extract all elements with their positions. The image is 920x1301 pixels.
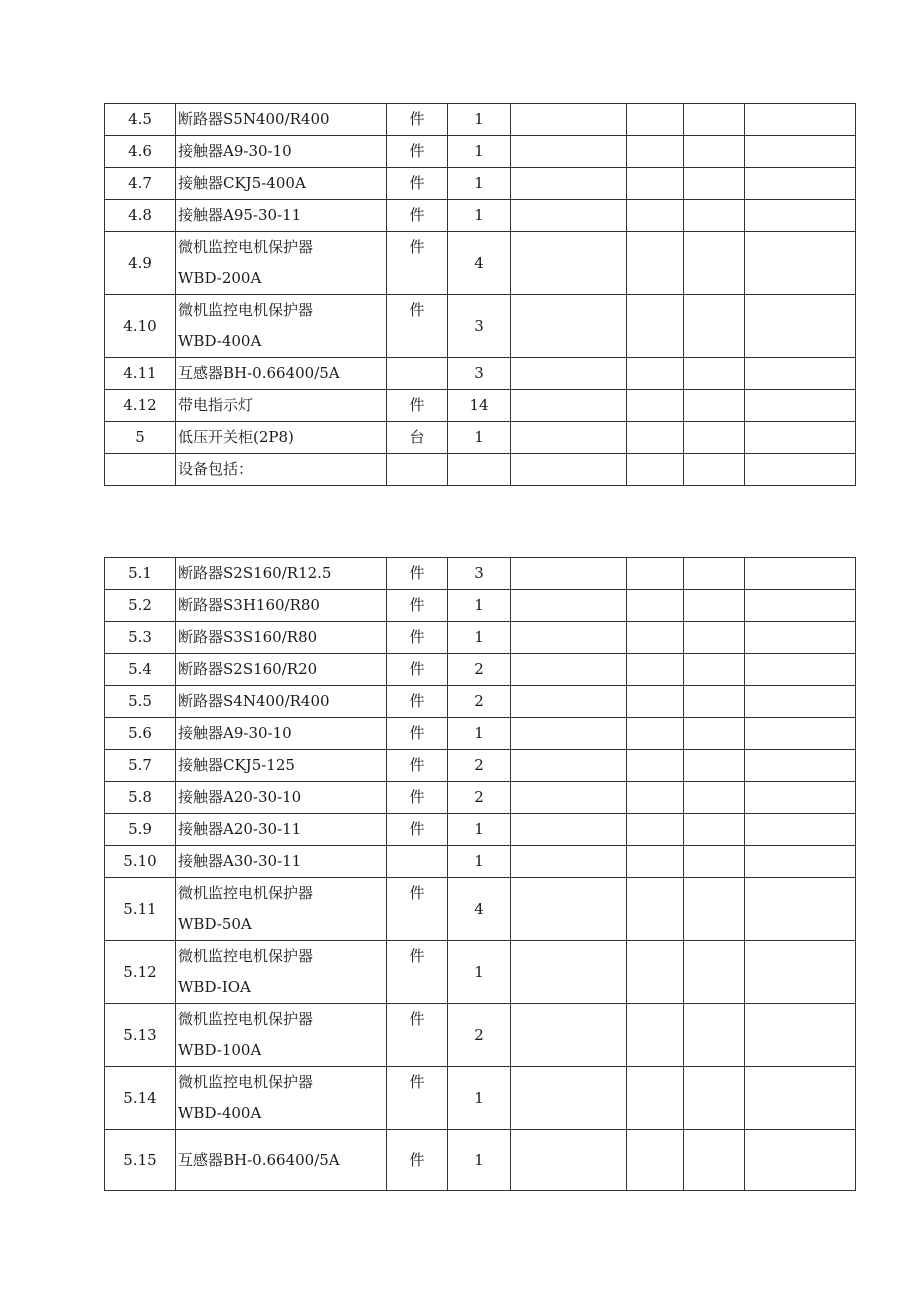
empty-cell (745, 622, 856, 654)
item-name-cell (176, 136, 387, 168)
table-1-body (105, 104, 856, 486)
empty-cell (627, 1067, 684, 1130)
empty-cell (684, 454, 745, 486)
empty-cell (684, 846, 745, 878)
item-name-line: 互感器BH-0.66400/5A (178, 1150, 340, 1169)
unit-cell: 件 (387, 622, 448, 654)
empty-cell (684, 200, 745, 232)
empty-cell (627, 878, 684, 941)
empty-cell (684, 718, 745, 750)
empty-cell (684, 1067, 745, 1130)
quantity-cell: 1 (448, 422, 511, 454)
quantity-cell: 1 (448, 814, 511, 846)
empty-cell (627, 390, 684, 422)
quantity-cell: 2 (448, 782, 511, 814)
item-number-cell: 4.5 (105, 104, 176, 136)
empty-cell (627, 232, 684, 295)
empty-cell (684, 558, 745, 590)
empty-cell (511, 1004, 627, 1067)
table-row (105, 558, 856, 590)
item-name-line: 断路器S4N400/R400 (178, 692, 330, 710)
empty-cell (511, 168, 627, 200)
empty-cell (511, 686, 627, 718)
table-row (105, 1004, 856, 1067)
item-name-cell (176, 358, 387, 390)
empty-cell (627, 941, 684, 1004)
item-number-cell (105, 454, 176, 486)
empty-cell (627, 622, 684, 654)
table-row (105, 295, 856, 358)
empty-cell (511, 295, 627, 358)
item-name-cell (176, 454, 387, 486)
unit-cell: 台 (387, 422, 448, 454)
empty-cell (511, 232, 627, 295)
item-number-cell: 4.7 (105, 168, 176, 200)
quantity-cell: 1 (448, 941, 511, 1004)
empty-cell (684, 390, 745, 422)
empty-cell (684, 295, 745, 358)
unit-cell: 件 (387, 686, 448, 718)
empty-cell (627, 136, 684, 168)
item-number-cell: 5.14 (105, 1067, 176, 1130)
unit-cell: 件 (387, 104, 448, 136)
table-row (105, 782, 856, 814)
unit-cell: 件 (387, 390, 448, 422)
empty-cell (627, 846, 684, 878)
unit-cell: 件 (387, 718, 448, 750)
empty-cell (511, 590, 627, 622)
item-name-cell (176, 390, 387, 422)
table-row (105, 654, 856, 686)
empty-cell (745, 590, 856, 622)
empty-cell (745, 941, 856, 1004)
unit-cell: 件 (387, 200, 448, 232)
empty-cell (627, 168, 684, 200)
table-row (105, 390, 856, 422)
quantity-cell (448, 454, 511, 486)
item-name-line: WBD-400A (178, 332, 262, 350)
equipment-table-2 (104, 557, 856, 1191)
item-name-line: WBD-400A (178, 1104, 262, 1122)
empty-cell (684, 654, 745, 686)
quantity-cell: 1 (448, 846, 511, 878)
unit-cell (387, 358, 448, 390)
item-number-cell: 5.7 (105, 750, 176, 782)
quantity-cell: 14 (448, 390, 511, 422)
unit-cell: 件 (387, 878, 448, 941)
table-row (105, 200, 856, 232)
item-name-cell (176, 750, 387, 782)
quantity-cell: 1 (448, 1130, 511, 1191)
table-row (105, 941, 856, 1004)
quantity-cell: 2 (448, 750, 511, 782)
empty-cell (627, 654, 684, 686)
empty-cell (745, 814, 856, 846)
item-name-line: 微机监控电机保护器 (178, 884, 314, 902)
quantity-cell: 2 (448, 686, 511, 718)
item-name-line: WBD-50A (178, 915, 252, 933)
empty-cell (745, 1130, 856, 1191)
quantity-cell: 3 (448, 358, 511, 390)
item-number-cell: 4.6 (105, 136, 176, 168)
item-number-cell: 4.11 (105, 358, 176, 390)
unit-cell: 件 (387, 168, 448, 200)
empty-cell (627, 295, 684, 358)
empty-cell (745, 390, 856, 422)
item-name-line: 断路器S5N400/R400 (178, 110, 330, 128)
empty-cell (684, 422, 745, 454)
item-number-cell: 4.9 (105, 232, 176, 295)
empty-cell (745, 358, 856, 390)
unit-cell: 件 (387, 590, 448, 622)
quantity-cell: 3 (448, 558, 511, 590)
table-row (105, 622, 856, 654)
empty-cell (745, 104, 856, 136)
item-name-cell (176, 814, 387, 846)
item-name-line: 微机监控电机保护器 (178, 301, 314, 319)
empty-cell (684, 878, 745, 941)
empty-cell (745, 846, 856, 878)
empty-cell (745, 295, 856, 358)
table-row (105, 814, 856, 846)
table-row (105, 232, 856, 295)
empty-cell (745, 200, 856, 232)
item-number-cell: 5.13 (105, 1004, 176, 1067)
item-name-cell (176, 622, 387, 654)
empty-cell (684, 782, 745, 814)
item-name-line: 断路器S3H160/R80 (178, 596, 320, 614)
empty-cell (627, 718, 684, 750)
unit-cell (387, 846, 448, 878)
empty-cell (684, 104, 745, 136)
empty-cell (684, 686, 745, 718)
empty-cell (511, 941, 627, 1004)
empty-cell (511, 878, 627, 941)
item-number-cell: 5.2 (105, 590, 176, 622)
quantity-cell: 1 (448, 590, 511, 622)
item-number-cell: 5.10 (105, 846, 176, 878)
unit-cell (387, 454, 448, 486)
unit-cell: 件 (387, 941, 448, 1004)
item-name-cell (176, 295, 387, 358)
quantity-cell: 1 (448, 1067, 511, 1130)
empty-cell (627, 422, 684, 454)
item-name-line: 接触器A20-30-11 (178, 820, 302, 838)
empty-cell (745, 232, 856, 295)
empty-cell (627, 814, 684, 846)
empty-cell (511, 200, 627, 232)
item-name-cell (176, 232, 387, 295)
unit-cell: 件 (387, 232, 448, 295)
item-number-cell: 5.4 (105, 654, 176, 686)
unit-cell: 件 (387, 750, 448, 782)
unit-cell: 件 (387, 814, 448, 846)
table-row (105, 1067, 856, 1130)
table-row (105, 846, 856, 878)
item-name-line: 微机监控电机保护器 (178, 1073, 314, 1091)
empty-cell (684, 136, 745, 168)
empty-cell (627, 750, 684, 782)
table-row (105, 358, 856, 390)
empty-cell (627, 1130, 684, 1191)
empty-cell (511, 1130, 627, 1191)
item-name-cell (176, 558, 387, 590)
quantity-cell: 1 (448, 136, 511, 168)
unit-cell: 件 (387, 1004, 448, 1067)
item-number-cell: 5.5 (105, 686, 176, 718)
item-name-cell (176, 1130, 387, 1191)
item-name-cell (176, 846, 387, 878)
item-name-line: 接触器A9-30-10 (178, 142, 292, 160)
empty-cell (511, 622, 627, 654)
item-name-line: 接触器CKJ5-125 (178, 756, 295, 774)
item-name-line: 接触器A95-30-11 (178, 206, 302, 224)
item-name-line: 微机监控电机保护器 (178, 947, 314, 965)
empty-cell (745, 454, 856, 486)
empty-cell (684, 358, 745, 390)
item-name-line: 接触器CKJ5-400A (178, 174, 306, 192)
item-name-line: 断路器S2S160/R20 (178, 660, 318, 678)
empty-cell (745, 168, 856, 200)
empty-cell (627, 590, 684, 622)
item-name-line: 接触器A20-30-10 (178, 788, 302, 806)
item-number-cell: 5 (105, 422, 176, 454)
item-number-cell: 5.11 (105, 878, 176, 941)
empty-cell (511, 454, 627, 486)
item-number-cell: 5.9 (105, 814, 176, 846)
empty-cell (511, 814, 627, 846)
unit-cell: 件 (387, 782, 448, 814)
item-name-line: 断路器S3S160/R80 (178, 628, 318, 646)
item-name-cell (176, 168, 387, 200)
empty-cell (684, 1130, 745, 1191)
item-name-cell (176, 718, 387, 750)
item-name-line: 接触器A30-30-11 (178, 852, 302, 870)
unit-cell: 件 (387, 136, 448, 168)
unit-cell: 件 (387, 1067, 448, 1130)
item-name-line: 微机监控电机保护器 (178, 1010, 314, 1028)
item-number-cell: 5.1 (105, 558, 176, 590)
item-name-line: 低压开关柜(2P8) (178, 428, 294, 446)
empty-cell (745, 136, 856, 168)
empty-cell (745, 782, 856, 814)
empty-cell (511, 654, 627, 686)
quantity-cell: 4 (448, 878, 511, 941)
item-name-cell (176, 686, 387, 718)
empty-cell (627, 104, 684, 136)
table-row (105, 590, 856, 622)
table-row (105, 168, 856, 200)
empty-cell (511, 718, 627, 750)
empty-cell (684, 168, 745, 200)
item-number-cell: 4.8 (105, 200, 176, 232)
empty-cell (627, 200, 684, 232)
quantity-cell: 1 (448, 718, 511, 750)
empty-cell (511, 782, 627, 814)
empty-cell (511, 136, 627, 168)
empty-cell (684, 941, 745, 1004)
empty-cell (684, 622, 745, 654)
item-number-cell: 5.6 (105, 718, 176, 750)
empty-cell (745, 1067, 856, 1130)
item-name-cell (176, 941, 387, 1004)
empty-cell (511, 750, 627, 782)
quantity-cell: 2 (448, 1004, 511, 1067)
item-number-cell: 5.3 (105, 622, 176, 654)
item-name-line: 带电指示灯 (178, 396, 254, 414)
table-row (105, 878, 856, 941)
empty-cell (627, 782, 684, 814)
item-name-cell (176, 590, 387, 622)
quantity-cell: 1 (448, 168, 511, 200)
quantity-cell: 1 (448, 622, 511, 654)
empty-cell (511, 358, 627, 390)
unit-cell: 件 (387, 295, 448, 358)
empty-cell (745, 422, 856, 454)
empty-cell (511, 422, 627, 454)
item-number-cell: 4.10 (105, 295, 176, 358)
item-number-cell: 5.12 (105, 941, 176, 1004)
empty-cell (745, 878, 856, 941)
item-name-line: WBD-200A (178, 269, 262, 287)
item-name-cell (176, 782, 387, 814)
empty-cell (684, 814, 745, 846)
empty-cell (745, 654, 856, 686)
empty-cell (745, 686, 856, 718)
item-number-cell: 5.15 (105, 1130, 176, 1191)
item-name-line: WBD-IOA (178, 978, 251, 996)
item-name-cell (176, 878, 387, 941)
quantity-cell: 2 (448, 654, 511, 686)
item-name-line: 微机监控电机保护器 (178, 238, 314, 256)
table-row (105, 136, 856, 168)
item-name-cell (176, 654, 387, 686)
empty-cell (511, 846, 627, 878)
empty-cell (627, 358, 684, 390)
table-2-body (105, 558, 856, 1191)
empty-cell (511, 390, 627, 422)
item-name-line: 互感器BH-0.66400/5A (178, 364, 340, 382)
item-name-line: WBD-100A (178, 1041, 262, 1059)
table-row (105, 422, 856, 454)
item-name-line: 设备包括： (178, 460, 254, 478)
unit-cell: 件 (387, 558, 448, 590)
empty-cell (511, 558, 627, 590)
empty-cell (511, 104, 627, 136)
empty-cell (627, 1004, 684, 1067)
table-row (105, 1130, 856, 1191)
item-name-cell (176, 1004, 387, 1067)
quantity-cell: 1 (448, 200, 511, 232)
unit-cell: 件 (387, 654, 448, 686)
empty-cell (684, 590, 745, 622)
item-name-cell (176, 200, 387, 232)
quantity-cell: 4 (448, 232, 511, 295)
table-row (105, 750, 856, 782)
empty-cell (684, 232, 745, 295)
empty-cell (745, 1004, 856, 1067)
item-number-cell: 5.8 (105, 782, 176, 814)
empty-cell (627, 558, 684, 590)
unit-cell: 件 (387, 1130, 448, 1191)
table-row (105, 454, 856, 486)
item-name-cell (176, 422, 387, 454)
empty-cell (511, 1067, 627, 1130)
table-row (105, 104, 856, 136)
item-name-line: 断路器S2S160/R12.5 (178, 564, 332, 582)
quantity-cell: 1 (448, 104, 511, 136)
empty-cell (745, 750, 856, 782)
item-name-cell (176, 104, 387, 136)
equipment-table-1 (104, 103, 856, 486)
empty-cell (684, 1004, 745, 1067)
item-name-line: 接触器A9-30-10 (178, 724, 292, 742)
empty-cell (627, 686, 684, 718)
item-name-cell (176, 1067, 387, 1130)
table-row (105, 686, 856, 718)
table-row (105, 718, 856, 750)
empty-cell (745, 558, 856, 590)
empty-cell (627, 454, 684, 486)
quantity-cell: 3 (448, 295, 511, 358)
empty-cell (684, 750, 745, 782)
empty-cell (745, 718, 856, 750)
item-number-cell: 4.12 (105, 390, 176, 422)
